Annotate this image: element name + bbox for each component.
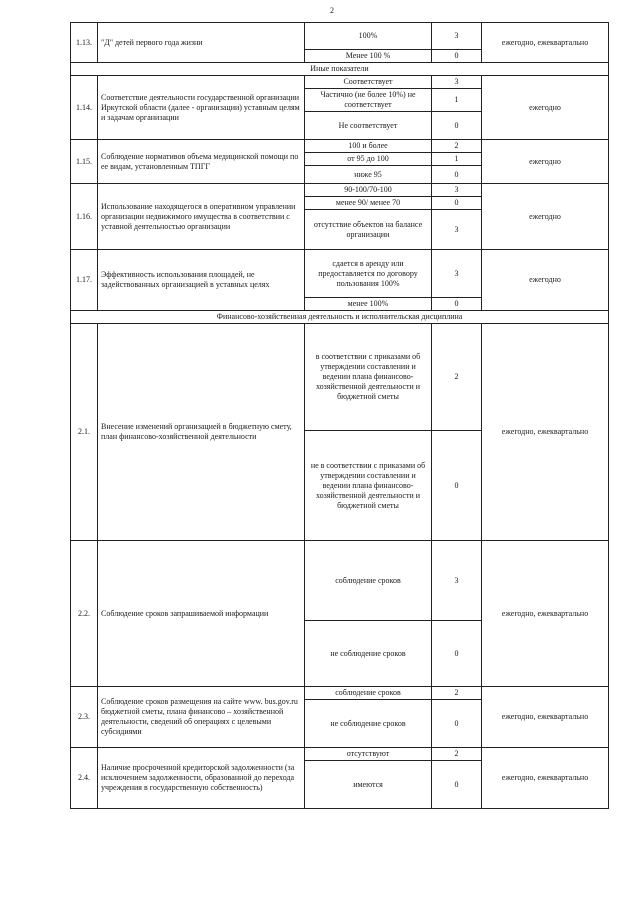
condition-cell: не соблюдение сроков: [305, 700, 432, 748]
period-cell: ежегодно, ежеквартально: [482, 541, 609, 687]
condition-cell: соблюдение сроков: [305, 687, 432, 700]
indicator-name: "Д" детей первого года жизни: [98, 23, 305, 63]
score-cell: 3: [432, 541, 482, 621]
score-cell: 3: [432, 210, 482, 250]
indicator-name: Наличие просроченной кредиторской задолженности (за исключением задолженности, образованной до перехода учреждения в государственную собственность): [98, 748, 305, 809]
indicator-name: Соблюдение сроков запрашиваемой информации: [98, 541, 305, 687]
condition-cell: 90-100/70-100: [305, 184, 432, 197]
page-number: 2: [330, 6, 334, 15]
indicator-name: Эффективность использования площадей, не задействованных организацией в уставных целях: [98, 250, 305, 311]
table-row: [71, 250, 609, 298]
indicator-name: Внесение изменений организацией в бюджетную смету, план финансово-хозяйственной деятельности: [98, 324, 305, 541]
indicator-name: Соответствие деятельности государственной организации Иркутской области (далее - организации) уставным целям и задачам организации: [98, 76, 305, 140]
period-cell: ежегодно: [482, 250, 609, 311]
row-number: 2.1.: [71, 324, 98, 541]
section-header-row: [71, 311, 609, 324]
row-number: 1.15.: [71, 140, 98, 184]
score-cell: 3: [432, 184, 482, 197]
period-cell: ежегодно, ежеквартально: [482, 23, 609, 63]
period-cell: ежегодно: [482, 184, 609, 250]
condition-cell: отсутствие объектов на балансе организации: [305, 210, 432, 250]
row-number: 1.13.: [71, 23, 98, 63]
condition-cell: в соответствии с приказами об утверждении составлении и ведении плана финансово-хозяйственной деятельности и бюджетной сметы: [305, 324, 432, 431]
score-cell: 2: [432, 324, 482, 431]
section-title: Иные показатели: [71, 63, 609, 76]
indicator-name: Соблюдение сроков размещения на сайте www. bus.gov.ru бюджетной сметы, плана финансово – хозяйственной деятельности, сведений об операциях с целевыми субсидиями: [98, 687, 305, 748]
score-cell: 0: [432, 298, 482, 311]
table-row: [71, 324, 609, 431]
period-cell: ежегодно, ежеквартально: [482, 324, 609, 541]
score-cell: 0: [432, 431, 482, 541]
table-row: [71, 687, 609, 700]
period-cell: ежегодно: [482, 140, 609, 184]
score-cell: 0: [432, 50, 482, 63]
score-cell: 0: [432, 197, 482, 210]
condition-cell: Менее 100 %: [305, 50, 432, 63]
score-cell: 0: [432, 621, 482, 687]
row-number: 1.16.: [71, 184, 98, 250]
score-cell: 0: [432, 761, 482, 809]
row-number: 2.4.: [71, 748, 98, 809]
row-number: 1.14.: [71, 76, 98, 140]
period-cell: ежегодно: [482, 76, 609, 140]
section-header-row: [71, 63, 609, 76]
score-cell: 3: [432, 76, 482, 89]
score-cell: 3: [432, 250, 482, 298]
score-cell: 1: [432, 89, 482, 112]
condition-cell: имеются: [305, 761, 432, 809]
condition-cell: соблюдение сроков: [305, 541, 432, 621]
table-row: [71, 184, 609, 197]
condition-cell: не в соответствии с приказами об утверждении составлении и ведении плана финансово-хозяйственной деятельности и бюджетной сметы: [305, 431, 432, 541]
score-cell: 2: [432, 140, 482, 153]
condition-cell: Соответствует: [305, 76, 432, 89]
condition-cell: сдается в аренду или предоставляется по договору пользования 100%: [305, 250, 432, 298]
condition-cell: 100 и более: [305, 140, 432, 153]
condition-cell: от 95 до 100: [305, 153, 432, 166]
indicator-name: Использование находящегося в оперативном управлении организации недвижимого имущества в соответствии с уставной деятельностью организации: [98, 184, 305, 250]
table-row: [71, 76, 609, 89]
period-cell: ежегодно, ежеквартально: [482, 687, 609, 748]
table-row: [71, 541, 609, 621]
score-cell: 0: [432, 700, 482, 748]
score-cell: 2: [432, 687, 482, 700]
score-cell: 2: [432, 748, 482, 761]
score-cell: 0: [432, 166, 482, 184]
condition-cell: Не соответствует: [305, 112, 432, 140]
indicators-table: [70, 22, 609, 809]
score-cell: 0: [432, 112, 482, 140]
condition-cell: Частично (не более 10%) не соответствует: [305, 89, 432, 112]
table-row: [71, 23, 609, 50]
table-row: [71, 748, 609, 761]
score-cell: 1: [432, 153, 482, 166]
row-number: 1.17.: [71, 250, 98, 311]
condition-cell: не соблюдение сроков: [305, 621, 432, 687]
condition-cell: ниже 95: [305, 166, 432, 184]
period-cell: ежегодно, ежеквартально: [482, 748, 609, 809]
section-title: Финансово-хозяйственная деятельность и исполнительская дисциплина: [71, 311, 609, 324]
condition-cell: отсутствуют: [305, 748, 432, 761]
condition-cell: 100%: [305, 23, 432, 50]
row-number: 2.2.: [71, 541, 98, 687]
row-number: 2.3.: [71, 687, 98, 748]
condition-cell: менее 90/ менее 70: [305, 197, 432, 210]
table-row: [71, 140, 609, 153]
score-cell: 3: [432, 23, 482, 50]
condition-cell: менее 100%: [305, 298, 432, 311]
indicator-name: Соблюдение нормативов объема медицинской помощи по ее видам, установленным ТПГГ: [98, 140, 305, 184]
